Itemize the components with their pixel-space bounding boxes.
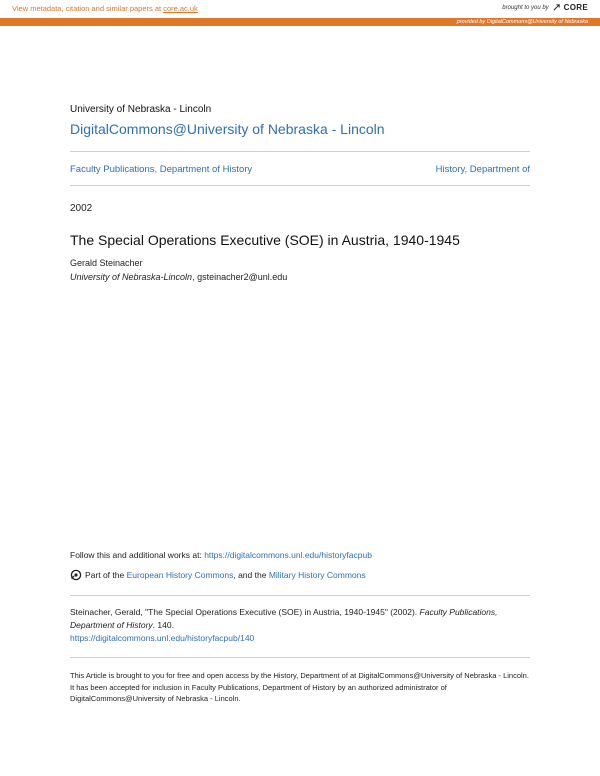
divider xyxy=(70,657,530,658)
brought-by-label: brought to you by xyxy=(502,4,549,11)
creative-commons-icon xyxy=(70,569,82,581)
follow-url-link[interactable]: https://digitalcommons.unl.edu/historyfacpub xyxy=(204,550,372,560)
institution-name: University of Nebraska - Lincoln xyxy=(70,104,212,115)
divider xyxy=(70,595,530,596)
core-top-bar xyxy=(0,0,600,19)
breadcrumb xyxy=(70,164,530,175)
author-email: , gsteinacher2@unl.edu xyxy=(192,272,288,282)
core-metadata-link[interactable]: View metadata, citation and similar papers at core.ac.uk xyxy=(12,4,198,13)
access-notice: This Article is brought to you for free and open access by the History, Department of at DigitalCommons@University of Nebraska - Lincoln. It has been accepted for inclusion in Faculty Publications, Department of History by an authorized administrator of DigitalCommons@University of Nebraska - Lincoln. xyxy=(70,671,529,703)
article-title: The Special Operations Executive (SOE) in Austria, 1940-1945 xyxy=(70,232,460,248)
core-logo-text: CORE xyxy=(563,3,588,12)
core-brand[interactable] xyxy=(502,3,588,12)
author-name: Gerald Steinacher xyxy=(70,258,143,268)
citation-journal: Faculty Publications, Department of History xyxy=(70,607,498,630)
recommended-citation: Steinacher, Gerald, "The Special Operations Executive (SOE) in Austria, 1940-1945" (2002). Faculty Publications, Department of History. 140. https://digitalcommons.unl.edu/historyfacpub/140 xyxy=(70,607,498,643)
citation-url-link[interactable]: https://digitalcommons.unl.edu/historyfacpub/140 xyxy=(70,633,255,643)
european-history-commons-link[interactable]: European History Commons xyxy=(126,570,234,580)
divider xyxy=(70,151,530,152)
provided-by-strip xyxy=(0,18,600,26)
publication-year: 2002 xyxy=(70,203,93,214)
core-ac-uk-link[interactable]: core.ac.uk xyxy=(163,4,198,13)
part-of-line: Part of the European History Commons, and the Military History Commons xyxy=(70,569,530,581)
author-affiliation xyxy=(70,272,530,282)
core-logo-icon xyxy=(552,3,561,12)
military-history-commons-link[interactable]: Military History Commons xyxy=(268,570,366,580)
site-name-link[interactable]: DigitalCommons@University of Nebraska - Lincoln xyxy=(70,121,385,137)
divider xyxy=(70,185,530,186)
breadcrumb-collection-link[interactable]: Faculty Publications, Department of History xyxy=(70,164,253,175)
follow-line: Follow this and additional works at: https://digitalcommons.unl.edu/historyfacpub xyxy=(70,550,372,560)
breadcrumb-department-link[interactable]: History, Department of xyxy=(435,164,530,175)
affiliation-name: University of Nebraska-Lincoln xyxy=(70,272,193,282)
provided-by-text: provided by DigitalCommons@University of Nebraska xyxy=(456,19,588,25)
